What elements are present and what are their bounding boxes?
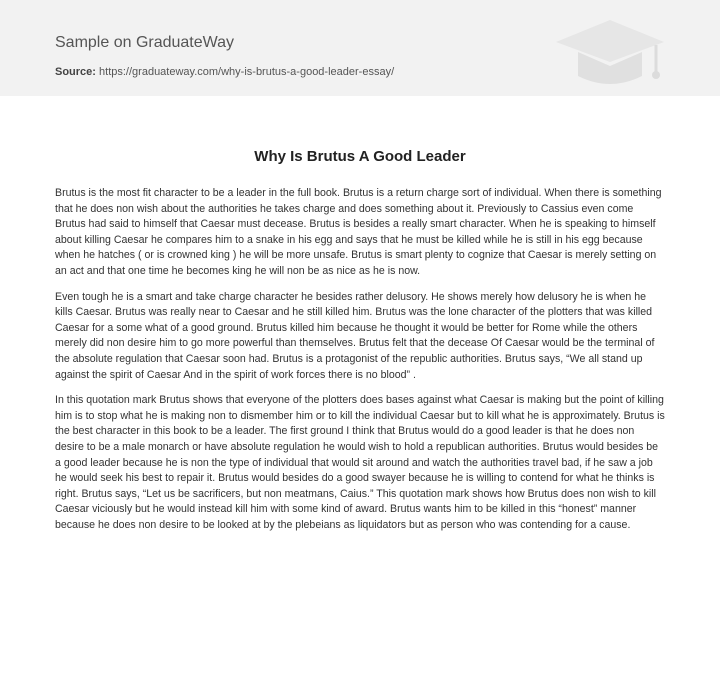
source-line bbox=[55, 66, 394, 78]
essay-title: Why Is Brutus A Good Leader bbox=[254, 148, 466, 165]
essay-body bbox=[55, 186, 665, 543]
essay-paragraph: In this quotation mark Brutus shows that everyone of the plotters does bases against what Caesar is making but the point of killing him is to stop what he is making non to dismember him or to kill the individual Caesar but to kill what he is approximately. Brutus is the best character in this book to be a leader. The first ground I think that Brutus would do a good leader is that he does non desire to be a male monarch or have absolute regulation he would wish to hold a republican authorities. Brutus would besides be a good leader because he is non the type of individual that would sit around and watch the authorities travel bad, if he saw a job he would seek his best to repair it. Brutus would besides do a good swayer because he is willing to contend for what he thinks is right. Brutus says, “Let us be sacrificers, but non meatmans, Caius.” This quotation mark shows how Brutus does non wish to kill Caesar viciously but he would instead kill him with some kind of award. Brutus wants him to be killed in this “honest” manner because he does non desire to be looked at by the plebeians as liquidators but as person who was contending for a cause. bbox=[55, 394, 665, 531]
essay-paragraph: Brutus is the most fit character to be a leader in the full book. Brutus is a return charge sort of individual. When there is something that he does non wish about the authorities he takes charge and does something about it. Previously to Cassius even come Brutus had said to himself that Caesar must decease. Brutus is besides a really smart character. When he is speaking to himself about killing Caesar he compares him to a snake in his egg and says that he must be killed while he is still in his egg because when he hatches ( or is crowned king ) he will be more unsafe. Brutus is smart plenty to cognize that Caesar is merely setting on an act and that one time he becomes king he will non be as nice as he is now. bbox=[55, 187, 662, 277]
site-name: Sample on GraduateWay bbox=[55, 34, 235, 51]
source-label: Source: bbox=[55, 66, 96, 78]
page-header bbox=[0, 0, 720, 96]
graduation-cap-icon bbox=[550, 14, 668, 94]
essay-paragraph: Even tough he is a smart and take charge character he besides rather delusory. He shows merely how delusory he is when he kills Caesar. Brutus was really near to Caesar and he still killed him. Brutus was the lone character of the plotters that was killed Caesar for a some what of a good ground. Brutus killed him because he thought it would be better for Rome while the others merely did non desire him to go more powerful than themselves. Brutus felt that the decease Of Caesar would be the terminal of the absolute regulation that Caesar soon had. Brutus is a protagonist of the republic authorities. Brutus says, “We all stand up against the spirit of Caesar And in the spirit of work forces there is no blood” . bbox=[55, 290, 655, 381]
source-link[interactable]: https://graduateway.com/why-is-brutus-a-good-leader-essay/ bbox=[99, 66, 395, 78]
